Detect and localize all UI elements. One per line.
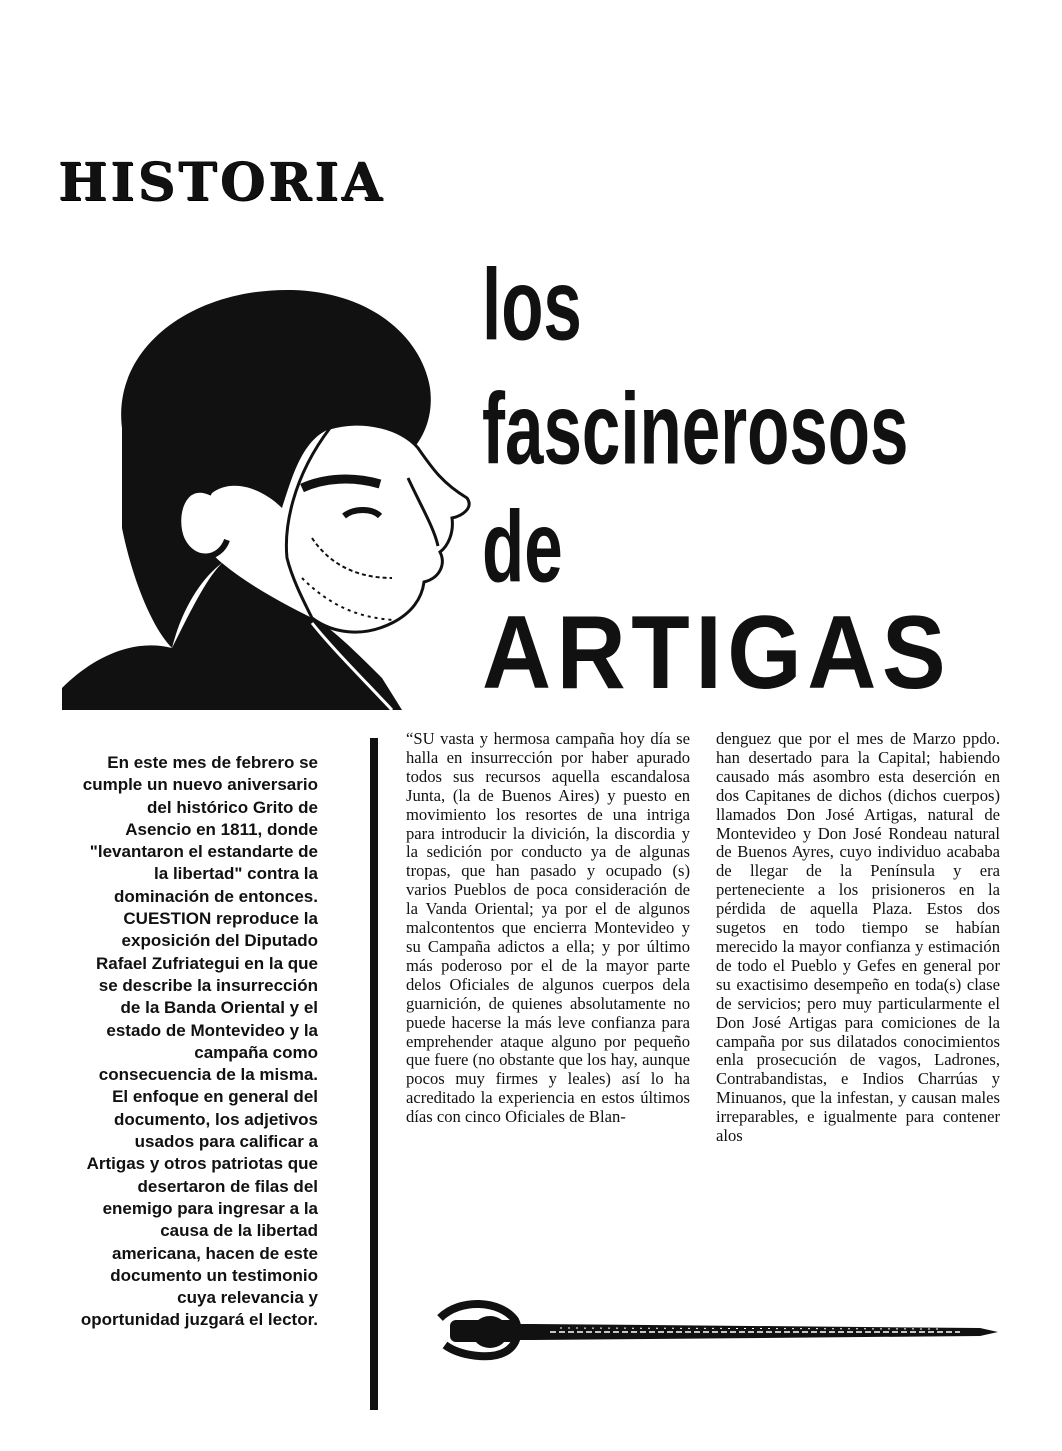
sword-illustration	[420, 1290, 1000, 1370]
title-line-artigas: ARTIGAS	[482, 595, 952, 711]
title-line-de: de	[482, 491, 563, 604]
title-line-fascinerosos: fascinerosos	[482, 373, 909, 486]
portrait-illustration	[62, 278, 480, 710]
section-label: HISTORIA	[58, 152, 385, 213]
body-column-2: denguez que por el mes de Marzo ppdo. han desertado para la Capital; habiendo causado más asombro esta deserción en dos Capitanes de dichos (dichos cuerpos) llamados Don José Artigas, natural de Montevideo y Don José Rondeau natural de Buenos Ayres, cuyo individuo acababa de llegar de la Península y era perteneciente a los prisioneros en la pérdida de aquella Plaza. Estos dos sugetos en todo tiempo se habían merecido la mayor confianza y estimación de todo el Pueblo y Gefes en general por su exactisimo desempeño en toda(s) clase de servicios; pero muy particularmente el Don José Artigas para comiciones de la campaña por sus dilatados conocimientos enla prosecución de vagos, Ladrones, Contrabandistas, e Indios Charrúas y Minuanos, que la infestan, y causan males irreparables, e igualmente para contener alos	[716, 729, 1000, 1146]
intro-paragraph: En este mes de febrero se cumple un nuevo aniversario del histórico Grito de Asencio en 1811, donde "levantaron el estandarte de la libertad" contra la dominación de entonces. CUESTION reproduce la exposición del Diputado Rafael Zufriategui en la que se describe la insurrección de la Banda Oriental y el estado de Montevideo y la campaña como consecuencia de la misma. El enfoque en general del documento, los adjetivos usados para calificar a Artigas y otros patriotas que desertaron de filas del enemigo para ingresar a la causa de la libertad americana, hacen de este documento un testimonio cuya relevancia y oportunidad juzgará el lector.	[80, 753, 318, 1330]
title-line-los: los	[482, 249, 582, 362]
body-column-1: “SU vasta y hermosa campaña hoy día se halla en insurrección por haber apurado todos sus recursos aquella escandalosa Junta, (la de Buenos Aires) y puesto en movimiento los resortes de una intriga para introducir la divición, la discordia y la sedición por conducto ya de algunas tropas, que han pasado y ocupado (s) varios Pueblos de poca consideración de la Vanda Oriental; ya por el de algunos malcontentos que encierra Montevideo y su Campaña adictos a ella; y por último más poderoso por el de la mayor parte delos Oficiales de algunos cuerpos dela guarnición, de quienes absolutamente no puede hacerse la más leve confianza para emprehender ataque alguno por pequeño que fuere (no obstante que los hay, aunque pocos muy firmes y leales) así lo ha acreditado la experiencia en estos últimos días con cinco Oficiales de Blan-	[406, 729, 690, 1127]
vertical-rule	[370, 738, 378, 1410]
